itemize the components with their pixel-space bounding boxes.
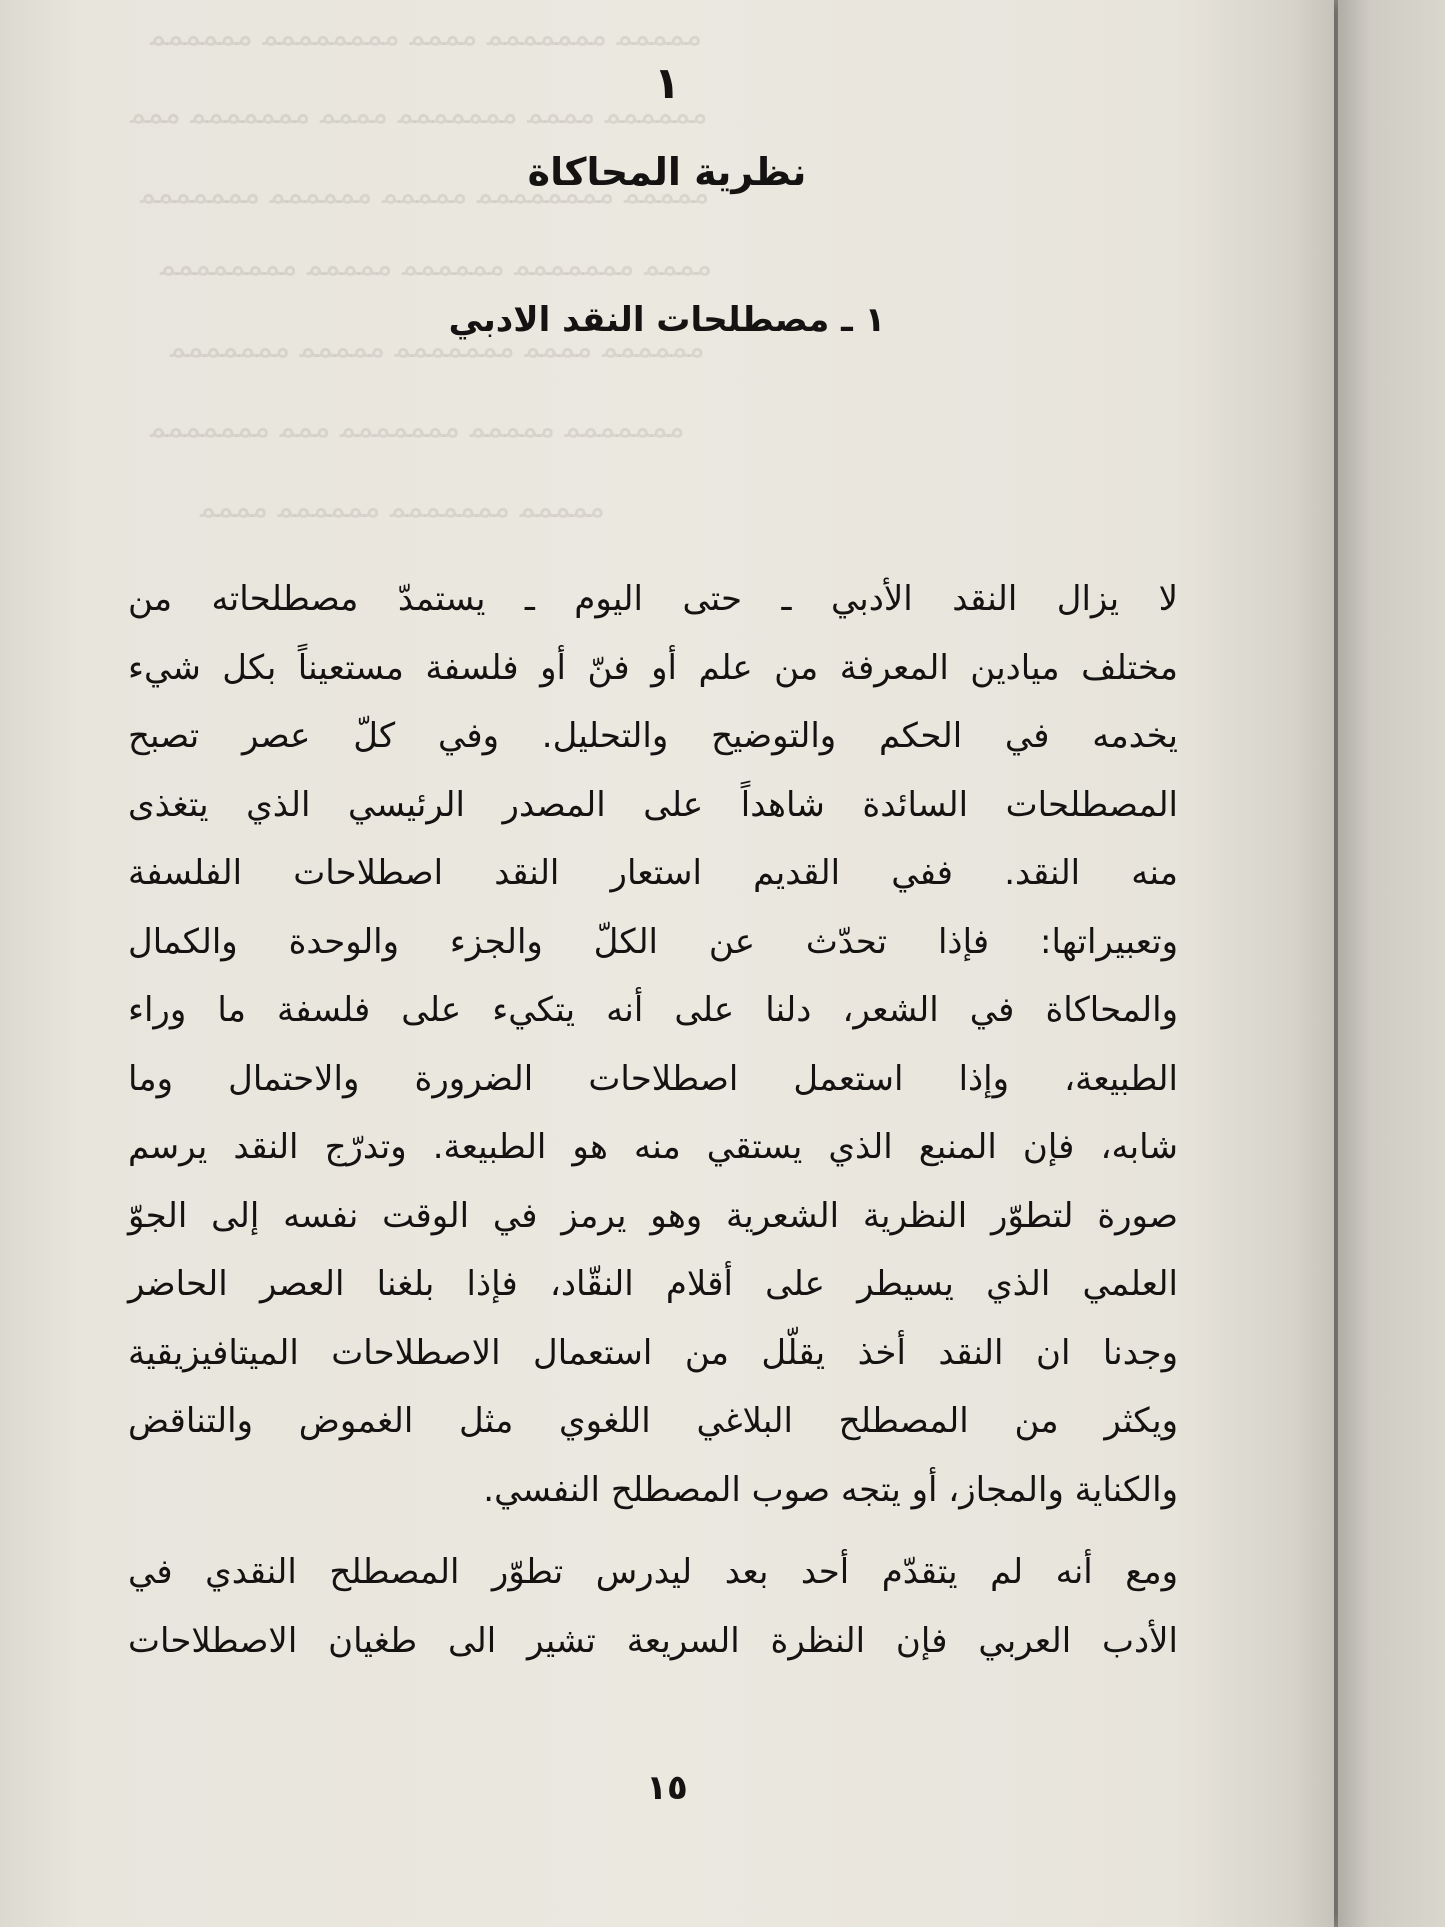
bleed-through-text: ﻣﻤﻤﻤﻤﻤﻤ ﻣﻤﻤﻤﻤ ﻣﻤﻤﻤﻤﻤﻤ ﻣﻤﻤ ﻣﻤﻤﻤﻤﻤﻤ — [150, 410, 685, 445]
text-line: ويكثر من المصطلح البلاغي اللغوي مثل الغموض والتناقض — [128, 1401, 1178, 1441]
text-line: العلمي الذي يسيطر على أقلام النقّاد، فإذا بلغنا العصر الحاضر — [128, 1264, 1178, 1304]
text-line: شابه، فإن المنبع الذي يستقي منه هو الطبيعة. وتدرّج النقد يرسم — [128, 1127, 1178, 1167]
text-line: المصطلحات السائدة شاهداً على المصدر الرئيسي الذي يتغذى — [128, 784, 1178, 825]
bleed-through-text: ﻣﻤﻤﻤﻤ ﻣﻤﻤﻤﻤﻤﻤ ﻣﻤﻤﻤﻤﻤ ﻣﻤﻤﻤ — [200, 490, 606, 525]
section-title: ١ ـ مصطلحات النقد الادبي — [448, 300, 886, 340]
text-line: منه النقد. ففي القديم استعار النقد اصطلاحات الفلسفة — [128, 853, 1178, 893]
text-line: والمحاكاة في الشعر، دلنا على أنه يتكيء على فلسفة ما وراء — [128, 990, 1178, 1030]
paragraph — [128, 1538, 1178, 1675]
text-line: صورة لتطوّر النظرية الشعرية وهو يرمز في الوقت نفسه إلى الجوّ — [128, 1195, 1178, 1236]
bleed-through-text: ﻣﻤﻤﻤﻤ ﻣﻤﻤﻤﻤﻤﻤ ﻣﻤﻤﻤ ﻣﻤﻤﻤﻤﻤﻤﻤ ﻣﻤﻤﻤﻤﻤ — [150, 18, 703, 53]
text-line: الأدب العربي فإن النظرة السريعة تشير الى طغيان الاصطلاحات — [128, 1620, 1178, 1661]
text-line: وتعبيراتها: فإذا تحدّث عن الكلّ والجزء والوحدة والكمال — [128, 921, 1178, 962]
body-text — [128, 565, 1178, 1675]
chapter-title: نظرية المحاكاة — [527, 150, 807, 194]
text-line: والكناية والمجاز، أو يتجه صوب المصطلح النفسي. — [483, 1469, 1178, 1510]
text-line: ومع أنه لم يتقدّم أحد بعد ليدرس تطوّر المصطلح النقدي في — [128, 1552, 1178, 1592]
bleed-through-text: ﻣﻤﻤﻤﻤﻤ ﻣﻤﻤﻤ ﻣﻤﻤﻤﻤﻤﻤ ﻣﻤﻤﻤ ﻣﻤﻤﻤﻤﻤﻤ ﻣﻤﻤ — [130, 96, 708, 131]
chapter-number: ١ — [653, 58, 681, 109]
text-line: لا يزال النقد الأدبي ـ حتى اليوم ـ يستمدّ مصطلحاته من — [128, 579, 1178, 619]
text-line: يخدمه في الحكم والتوضيح والتحليل. وفي كلّ عصر تصبح — [128, 716, 1178, 756]
text-line: وجدنا ان النقد أخذ يقلّل من استعمال الاصطلاحات الميتافيزيقية — [128, 1332, 1178, 1373]
bleed-through-text: ﻣﻤﻤﻤﻤ ﻣﻤﻤﻤﻤﻤﻤﻤ ﻣﻤﻤﻤﻤ ﻣﻤﻤﻤﻤﻤ ﻣﻤﻤﻤﻤﻤﻤ — [140, 176, 710, 211]
page-number: ١٥ — [646, 1768, 688, 1808]
adjacent-page-edge — [1338, 0, 1445, 1927]
bleed-through-text: ﻣﻤﻤﻤﻤﻤ ﻣﻤﻤﻤ ﻣﻤﻤﻤﻤﻤﻤ ﻣﻤﻤﻤﻤ ﻣﻤﻤﻤﻤﻤﻤ — [170, 330, 705, 365]
paragraph — [128, 565, 1178, 1524]
text-line: مختلف ميادين المعرفة من علم أو فنّ أو فلسفة مستعيناً بكل شيء — [128, 647, 1178, 688]
bleed-through-text: ﻣﻤﻤﻤ ﻣﻤﻤﻤﻤﻤﻤ ﻣﻤﻤﻤﻤﻤ ﻣﻤﻤﻤﻤ ﻣﻤﻤﻤﻤﻤﻤﻤ — [160, 248, 713, 283]
text-line: الطبيعة، وإذا استعمل اصطلاحات الضرورة والاحتمال وما — [128, 1058, 1178, 1099]
